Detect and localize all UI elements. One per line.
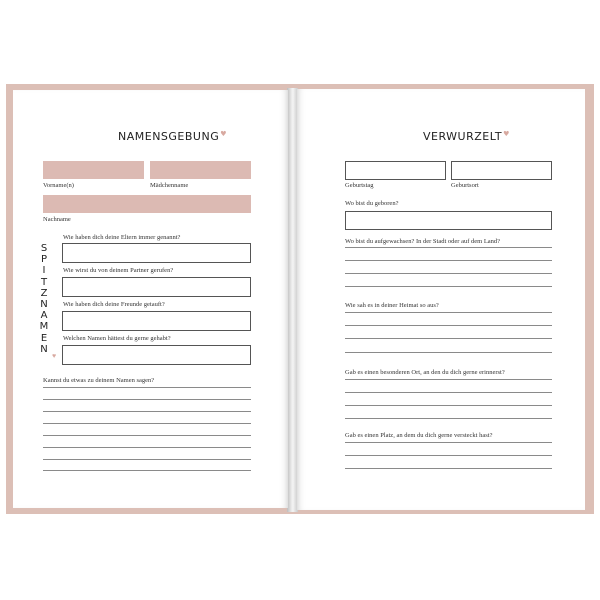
writing-line[interactable] [43, 399, 251, 400]
right-page-title [423, 130, 510, 143]
heart-icon: ♥ [52, 352, 57, 360]
question-label: Wie wirst du von deinem Partner gerufen? [63, 267, 174, 274]
writing-line[interactable] [43, 470, 251, 471]
vertical-letter: M [39, 321, 49, 333]
spitznamen-vertical-title [35, 243, 53, 355]
writing-line[interactable] [345, 273, 552, 274]
vertical-letter: E [40, 332, 48, 344]
writing-line[interactable] [43, 387, 251, 388]
question-label: Wo bist du aufgewachsen? In der Stadt oder auf dem Land? [345, 238, 501, 245]
answer-box[interactable] [62, 345, 251, 365]
vertical-letter: Z [40, 287, 48, 299]
question-label: Gab es einen Platz, an dem du dich gerne versteckt hast? [345, 432, 493, 439]
writing-line[interactable] [345, 455, 552, 456]
last-name-label: Nachname [43, 216, 71, 223]
writing-line[interactable] [345, 392, 552, 393]
writing-line[interactable] [43, 459, 251, 460]
birthplace-input[interactable] [451, 161, 552, 180]
right-page [297, 89, 585, 510]
writing-line[interactable] [345, 247, 552, 248]
maiden-name-label: Mädchenname [150, 182, 189, 189]
question-label: Wie haben dich deine Freunde getauft? [63, 301, 165, 308]
first-name-input[interactable] [43, 161, 144, 179]
writing-line[interactable] [345, 442, 552, 443]
heart-icon: ♥ [503, 130, 510, 138]
birthday-label: Geburtstag [345, 182, 374, 189]
left-page-title [118, 130, 227, 143]
question-label: Wie sah es in deiner Heimat so aus? [345, 302, 439, 309]
vertical-letter: I [42, 265, 46, 277]
birthday-input[interactable] [345, 161, 446, 180]
question-label: Gab es einen besonderen Ort, an den du dich gerne erinnerst? [345, 369, 505, 376]
writing-line[interactable] [43, 423, 251, 424]
first-name-label: Vorname(n) [43, 182, 74, 189]
question-label: Welchen Namen hättest du gerne gehabt? [63, 335, 171, 342]
vertical-letter: S [40, 243, 48, 254]
writing-line[interactable] [345, 286, 552, 287]
writing-line[interactable] [43, 447, 251, 448]
right-title-text: VERWURZELT [423, 130, 503, 143]
writing-line[interactable] [345, 379, 552, 380]
writing-line[interactable] [345, 338, 552, 339]
writing-line[interactable] [345, 405, 552, 406]
vertical-letter: N [40, 299, 48, 311]
question-label: Wie haben dich deine Eltern immer genannt? [63, 234, 181, 241]
writing-line[interactable] [345, 312, 552, 313]
left-page [13, 90, 288, 508]
answer-box[interactable] [345, 211, 552, 230]
writing-line[interactable] [345, 352, 552, 353]
vertical-letter: P [40, 254, 48, 266]
last-name-input[interactable] [43, 195, 251, 213]
writing-line[interactable] [345, 325, 552, 326]
writing-line[interactable] [345, 468, 552, 469]
answer-box[interactable] [62, 311, 251, 331]
vertical-letter: T [40, 276, 48, 288]
maiden-name-input[interactable] [150, 161, 251, 179]
writing-line[interactable] [345, 418, 552, 419]
left-title-text: NAMENSGEBUNG [118, 130, 220, 143]
question-label: Kannst du etwas zu deinem Namen sagen? [43, 377, 155, 384]
writing-line[interactable] [345, 260, 552, 261]
answer-box[interactable] [62, 243, 251, 263]
vertical-letter: A [40, 310, 48, 322]
vertical-letter: N [40, 343, 48, 355]
writing-line[interactable] [43, 435, 251, 436]
writing-line[interactable] [43, 411, 251, 412]
heart-icon: ♥ [220, 130, 228, 138]
answer-box[interactable] [62, 277, 251, 297]
birthplace-label: Geburtsort [451, 182, 479, 189]
question-label: Wo bist du geboren? [345, 200, 399, 207]
